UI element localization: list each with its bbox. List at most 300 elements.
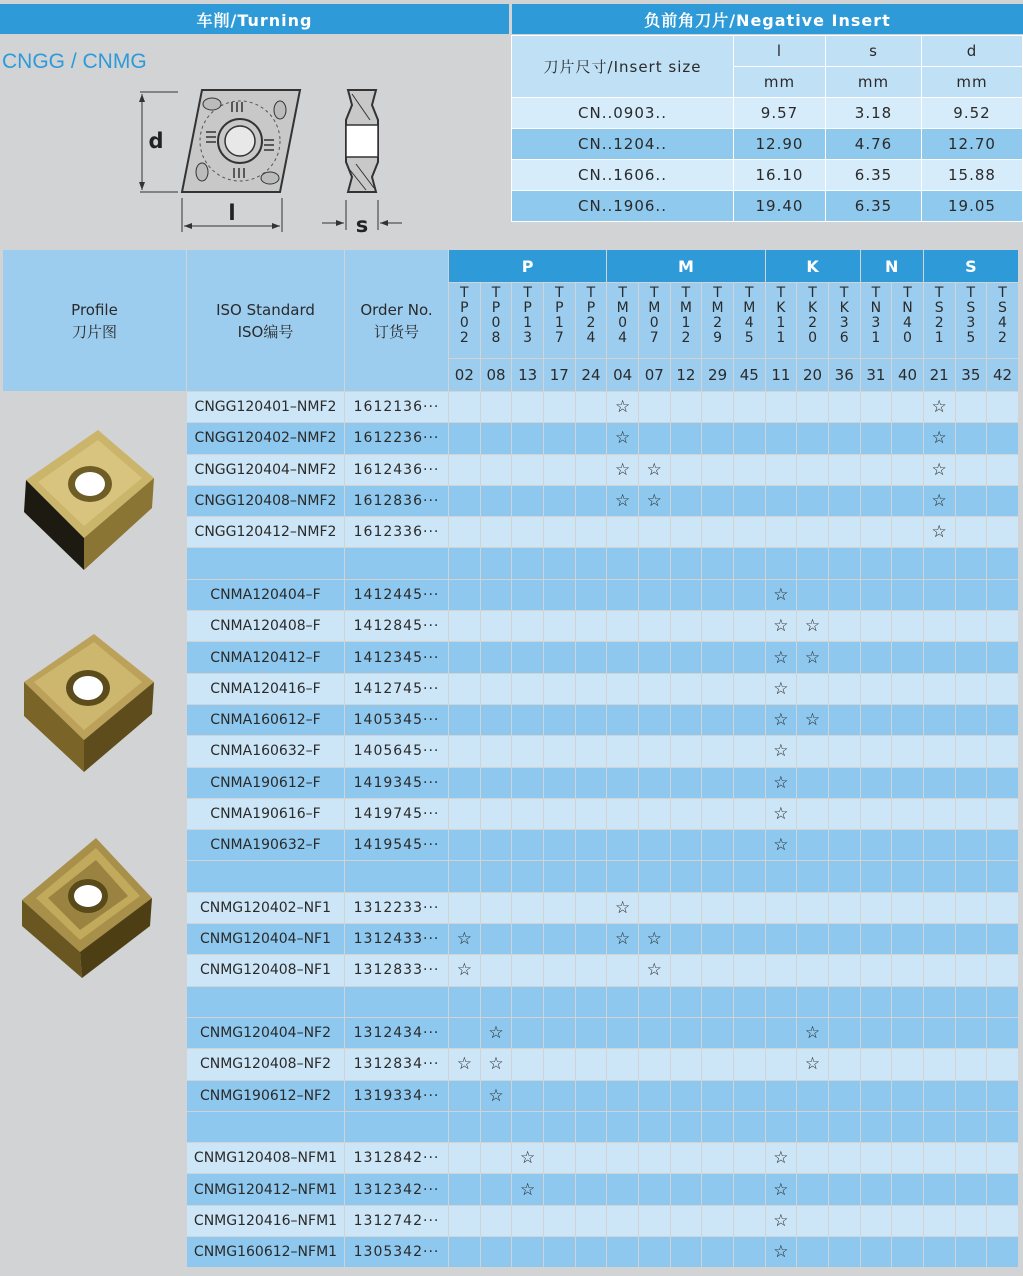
profile-label: Profile: [71, 300, 118, 319]
grade-cell: [861, 611, 893, 642]
order-cell: 1312833···: [345, 955, 449, 986]
grade-cell: [766, 1237, 798, 1268]
grade-cell: [702, 799, 734, 830]
grade-cell: [892, 1112, 924, 1143]
grade-cell: [702, 705, 734, 736]
grade-cell: [671, 1018, 703, 1049]
grade-cell: [987, 1112, 1019, 1143]
grade-cell: [512, 642, 544, 673]
grade-cell: [956, 423, 988, 454]
grade-cell: [671, 642, 703, 673]
grade-cell: [924, 1018, 956, 1049]
grade-number: 40: [892, 359, 924, 392]
grade-cell: [987, 642, 1019, 673]
grade-cell: [861, 392, 893, 423]
grade-letter: T: [618, 285, 627, 301]
iso-cell: CNMG120404–NF1: [187, 924, 345, 955]
grade-cell: [734, 955, 766, 986]
grade-cell: [924, 1081, 956, 1112]
grade-cell: [734, 642, 766, 673]
profile-cell: [3, 1112, 187, 1143]
grade-cell: [734, 705, 766, 736]
grade-cell: [481, 1112, 513, 1143]
grade-cell: [766, 768, 798, 799]
grade-letter: T: [871, 285, 881, 301]
grade-cell: [766, 893, 798, 924]
grade-letter: 1: [554, 315, 564, 331]
grade-cell: [797, 455, 829, 486]
iso-cell: CNMG120412–NFM1: [187, 1174, 345, 1205]
grade-cell: [987, 736, 1019, 767]
grade-cell: [576, 1112, 608, 1143]
grade-cell: [702, 987, 734, 1018]
table-row: [3, 1174, 1023, 1205]
grade-cell: [607, 1049, 639, 1080]
iso-cell: CNMA120404–F: [187, 580, 345, 611]
grade-cell: [987, 1143, 1019, 1174]
grade-cell: [671, 830, 703, 861]
order-header: [345, 250, 449, 391]
grade-cell: [702, 674, 734, 705]
grade-number: 20: [797, 359, 829, 392]
grade-letter: 5: [744, 330, 754, 346]
grade-cell: [924, 705, 956, 736]
grade-cell: [702, 1081, 734, 1112]
grade-cell: [797, 1237, 829, 1268]
grade-cell: [702, 548, 734, 579]
grade-cell: [861, 548, 893, 579]
grade-cell: [607, 987, 639, 1018]
grade-number: 21: [924, 359, 956, 392]
grade-cell: [607, 642, 639, 673]
group-m: M: [607, 250, 765, 283]
grade-cell: [766, 642, 798, 673]
grade-cell: [512, 486, 544, 517]
grade-cell: [639, 987, 671, 1018]
grade-number: 04: [607, 359, 639, 392]
grade-cell: [607, 423, 639, 454]
grade-cell: [512, 1112, 544, 1143]
iso-cell: CNMG120404–NF2: [187, 1018, 345, 1049]
grade-cell: [607, 486, 639, 517]
grade-code: [702, 283, 734, 359]
star-icon: ☆: [614, 428, 631, 449]
grade-cell: [956, 1081, 988, 1112]
grade-letter: 3: [523, 330, 533, 346]
grade-cell: [734, 830, 766, 861]
grade-number: 08: [481, 359, 513, 392]
grade-cell: [544, 955, 576, 986]
grade-cell: [797, 987, 829, 1018]
order-cell: 1612836···: [345, 486, 449, 517]
grade-cell: [512, 1174, 544, 1205]
order-cell: 1412345···: [345, 642, 449, 673]
grade-cell: [924, 955, 956, 986]
grade-cell: [892, 674, 924, 705]
grade-cell: [829, 1081, 861, 1112]
grade-cell: [797, 392, 829, 423]
grade-code: [892, 283, 924, 359]
grade-letter: T: [460, 285, 469, 301]
grade-cell: [892, 580, 924, 611]
grade-cell: [956, 1237, 988, 1268]
grade-cell: [639, 1112, 671, 1143]
order-cell: [345, 1112, 449, 1143]
grade-cell: [861, 1018, 893, 1049]
grade-cell: [671, 955, 703, 986]
grade-cell: [956, 1174, 988, 1205]
insert-photo-cnma: [18, 630, 158, 776]
grade-cell: [956, 642, 988, 673]
grade-cell: [829, 1174, 861, 1205]
grade-cell: [734, 392, 766, 423]
star-icon: ☆: [804, 616, 821, 637]
col-l: l: [734, 36, 826, 67]
grade-cell: [956, 1049, 988, 1080]
grade-cell: [829, 423, 861, 454]
grade-cell: [924, 548, 956, 579]
grade-letters-row: [449, 283, 1023, 359]
grade-cell: [766, 674, 798, 705]
grade-cell: [892, 642, 924, 673]
grade-cell: [829, 924, 861, 955]
grade-cell: [861, 799, 893, 830]
grade-letter: T: [776, 285, 786, 301]
grade-cell: [861, 580, 893, 611]
grade-cell: [702, 611, 734, 642]
grade-cell: [956, 1206, 988, 1237]
grade-cell: [829, 1112, 861, 1143]
grade-cell: [956, 893, 988, 924]
grade-cell: [512, 1018, 544, 1049]
series-title: CNGG / CNMG: [2, 50, 147, 73]
grade-letter: K: [776, 300, 786, 316]
grade-code: [639, 283, 671, 359]
grade-cell: [512, 955, 544, 986]
grade-cell: [607, 861, 639, 892]
grade-cell: [639, 799, 671, 830]
grade-cell: [671, 768, 703, 799]
grade-cell: [671, 392, 703, 423]
grade-letter: 1: [871, 330, 881, 346]
grade-cell: [766, 736, 798, 767]
grade-cell: [829, 674, 861, 705]
grade-cell: [449, 580, 481, 611]
order-cell: [345, 861, 449, 892]
grade-cell: [449, 455, 481, 486]
grade-cell: [702, 1143, 734, 1174]
grade-header-block: [449, 250, 1023, 392]
grade-cell: [576, 517, 608, 548]
grade-cell: [734, 611, 766, 642]
grade-cell: [987, 987, 1019, 1018]
grade-cell: [987, 1081, 1019, 1112]
grade-cell: [481, 517, 513, 548]
grade-cell: [481, 674, 513, 705]
order-cell: [345, 548, 449, 579]
profile-cell: [3, 1081, 187, 1112]
grade-cell: [671, 1143, 703, 1174]
grade-cell: [924, 893, 956, 924]
star-icon: ☆: [773, 741, 789, 762]
star-icon: ☆: [614, 897, 631, 918]
iso-cell: CNGG120404–NMF2: [187, 455, 345, 486]
grade-cell: [924, 924, 956, 955]
grade-cell: [861, 517, 893, 548]
grade-cell: [481, 1206, 513, 1237]
star-icon: ☆: [773, 1242, 789, 1263]
grade-cell: [829, 830, 861, 861]
grade-number: 29: [702, 359, 734, 392]
grade-cell: [797, 580, 829, 611]
grade-cell: [481, 1049, 513, 1080]
grade-code: [576, 283, 608, 359]
grade-cell: [987, 455, 1019, 486]
size-name: CN..1606..: [512, 160, 734, 191]
grade-cell: [544, 705, 576, 736]
star-icon: ☆: [614, 491, 631, 512]
size-row: [512, 129, 1023, 160]
separator-row: [3, 987, 1023, 1018]
grade-letter: 1: [934, 330, 944, 346]
grade-letter: T: [649, 285, 659, 301]
col-d: d: [922, 36, 1023, 67]
grade-cell: [924, 580, 956, 611]
grade-cell: [607, 1143, 639, 1174]
grade-cell: [766, 924, 798, 955]
grade-cell: [924, 423, 956, 454]
grade-cell: [766, 861, 798, 892]
dim-d-label: d: [148, 129, 164, 153]
grade-cell: [671, 1112, 703, 1143]
grade-cell: [702, 1206, 734, 1237]
star-icon: ☆: [773, 616, 789, 637]
order-cell: 1612436···: [345, 455, 449, 486]
order-cell: 1305342···: [345, 1237, 449, 1268]
iso-cell: CNMG190612–NF2: [187, 1081, 345, 1112]
grade-cell: [512, 1206, 544, 1237]
grade-cell: [512, 455, 544, 486]
grade-cell: [797, 611, 829, 642]
grade-cell: [576, 580, 608, 611]
grade-cell: [956, 1018, 988, 1049]
insert-photo-cnmg: [18, 834, 158, 980]
grade-letter: T: [681, 285, 691, 301]
grade-cell: [702, 1237, 734, 1268]
table-row: [3, 392, 1023, 423]
grade-letter: S: [966, 300, 976, 316]
grade-cell: [639, 893, 671, 924]
iso-cell: CNGG120408–NMF2: [187, 486, 345, 517]
grade-cell: [766, 580, 798, 611]
grade-cell: [797, 642, 829, 673]
grade-cell: [956, 924, 988, 955]
grade-cell: [607, 580, 639, 611]
grade-cell: [481, 955, 513, 986]
grade-cell: [797, 736, 829, 767]
grade-cell: [544, 1018, 576, 1049]
grade-cell: [481, 768, 513, 799]
grade-cell: [734, 799, 766, 830]
grade-cell: [607, 830, 639, 861]
grade-cell: [639, 517, 671, 548]
grade-cell: [481, 799, 513, 830]
grade-cell: [892, 768, 924, 799]
size-name: CN..1204..: [512, 129, 734, 160]
grade-cell: [481, 1174, 513, 1205]
grade-cell: [576, 830, 608, 861]
grade-cell: [892, 486, 924, 517]
iso-cell: CNMA120416–F: [187, 674, 345, 705]
grade-cell: [512, 392, 544, 423]
grade-cell: [829, 768, 861, 799]
grade-cell: [449, 486, 481, 517]
grade-cell: [639, 1206, 671, 1237]
grade-cell: [481, 455, 513, 486]
iso-cell: [187, 1112, 345, 1143]
grade-letter: K: [807, 300, 818, 316]
grade-cell: [639, 830, 671, 861]
grade-cell: [987, 893, 1019, 924]
grade-cell: [544, 517, 576, 548]
grade-number: 02: [449, 359, 481, 392]
grade-cell: [734, 1174, 766, 1205]
grade-cell: [766, 955, 798, 986]
grade-cell: [766, 423, 798, 454]
star-icon: ☆: [520, 1148, 536, 1169]
grade-cell: [797, 486, 829, 517]
grade-cell: [956, 674, 988, 705]
star-icon: ☆: [488, 1085, 504, 1106]
star-icon: ☆: [488, 1023, 504, 1044]
table-row: [3, 1237, 1023, 1268]
grade-cell: [607, 705, 639, 736]
order-cell: [345, 987, 449, 1018]
order-cell: 1312433···: [345, 924, 449, 955]
grade-letter: 4: [903, 315, 912, 331]
iso-header: [187, 250, 345, 391]
size-name: CN..0903..: [512, 98, 734, 129]
grade-cell: [892, 1081, 924, 1112]
grade-cell: [544, 392, 576, 423]
grade-cell: [956, 1143, 988, 1174]
grade-cell: [639, 548, 671, 579]
grade-cell: [702, 830, 734, 861]
grade-cell: [607, 517, 639, 548]
grade-cell: [702, 580, 734, 611]
grade-cell: [956, 799, 988, 830]
grade-cell: [829, 611, 861, 642]
grade-cell: [956, 517, 988, 548]
grade-code: [607, 283, 639, 359]
grade-cell: [607, 1237, 639, 1268]
unit-s: mm: [826, 67, 922, 98]
grade-cell: [449, 642, 481, 673]
grade-cell: [829, 517, 861, 548]
grade-cell: [576, 1018, 608, 1049]
grade-cell: [639, 736, 671, 767]
star-icon: ☆: [773, 584, 789, 605]
grade-cell: [987, 705, 1019, 736]
profile-cell: [3, 799, 187, 830]
grade-cell: [924, 642, 956, 673]
insert-photo-cngg: [18, 428, 158, 574]
grade-cell: [481, 736, 513, 767]
grade-cell: [607, 768, 639, 799]
star-icon: ☆: [646, 960, 662, 981]
grade-cell: [987, 580, 1019, 611]
grade-cell: [481, 580, 513, 611]
grade-cell: [956, 580, 988, 611]
grade-cell: [607, 799, 639, 830]
grade-letter: P: [555, 300, 564, 316]
grade-cell: [639, 1237, 671, 1268]
grade-cell: [829, 736, 861, 767]
grade-cell: [766, 392, 798, 423]
grade-cell: [449, 1237, 481, 1268]
profile-cell: [3, 987, 187, 1018]
grade-cell: [449, 736, 481, 767]
order-cell: 1319334···: [345, 1081, 449, 1112]
grade-cell: [861, 1049, 893, 1080]
grade-cell: [987, 1049, 1019, 1080]
grade-cell: [766, 1206, 798, 1237]
grade-cell: [924, 517, 956, 548]
size-d: 9.52: [922, 98, 1023, 129]
grade-letter: N: [870, 300, 882, 316]
grade-cell: [734, 893, 766, 924]
star-icon: ☆: [488, 1054, 504, 1075]
iso-cell: CNMA160632–F: [187, 736, 345, 767]
grade-cell: [797, 768, 829, 799]
grade-cell: [512, 1081, 544, 1112]
table-row: [3, 1049, 1023, 1080]
iso-cell: [187, 548, 345, 579]
grade-cell: [987, 830, 1019, 861]
grade-letter: T: [839, 285, 849, 301]
iso-cell: CNMG120408–NF2: [187, 1049, 345, 1080]
grade-letter: T: [523, 285, 532, 301]
star-icon: ☆: [646, 929, 662, 950]
size-l: 16.10: [734, 160, 826, 191]
grade-cell: [797, 548, 829, 579]
grade-cell: [481, 1143, 513, 1174]
size-row: [512, 98, 1023, 129]
grade-cell: [449, 924, 481, 955]
size-row: [512, 160, 1023, 191]
grade-letter: P: [491, 300, 501, 316]
grade-cell: [671, 1049, 703, 1080]
grade-cell: [512, 1143, 544, 1174]
grade-cell: [449, 611, 481, 642]
grade-cell: [512, 830, 544, 861]
grade-cell: [861, 1081, 893, 1112]
grade-letter: 2: [934, 315, 944, 331]
grade-cell: [797, 1174, 829, 1205]
grade-cell: [544, 423, 576, 454]
star-icon: ☆: [773, 1148, 789, 1169]
grade-cell: [924, 987, 956, 1018]
grade-cell: [829, 1237, 861, 1268]
profile-header: [3, 250, 187, 391]
grade-cell: [734, 1143, 766, 1174]
star-icon: ☆: [804, 1054, 821, 1075]
grade-cell: [639, 955, 671, 986]
star-icon: ☆: [456, 929, 472, 950]
grade-cell: [766, 1018, 798, 1049]
iso-cell: [187, 861, 345, 892]
grade-cell: [639, 486, 671, 517]
